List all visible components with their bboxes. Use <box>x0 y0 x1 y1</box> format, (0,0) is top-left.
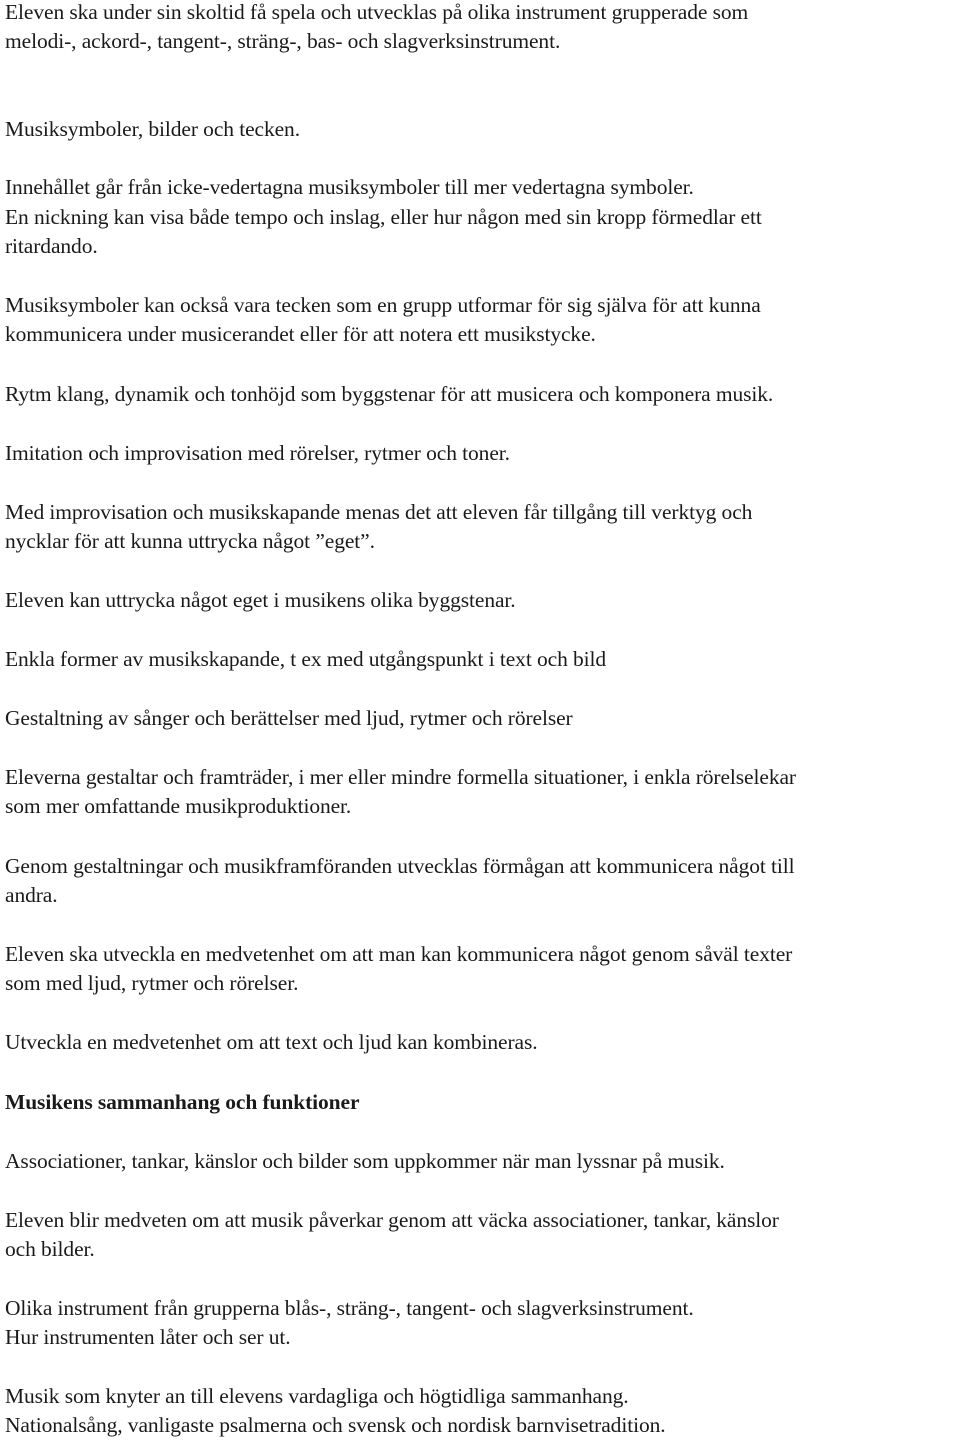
text-line: Enkla former av musikskapande, t ex med utgångspunkt i text och bild <box>5 647 607 671</box>
text-line: Associationer, tankar, känslor och bilder som uppkommer när man lyssnar på musik. <box>5 1149 725 1173</box>
text-line: kommunicera under musicerandet eller för att notera ett musikstycke. <box>5 322 596 346</box>
text-line: Innehållet går från icke-vedertagna musiksymboler till mer vedertagna symboler. <box>5 175 694 199</box>
text-line: melodi-, ackord-, tangent-, sträng-, bas- och slagverksinstrument. <box>5 29 561 53</box>
text-line: Rytm klang, dynamik och tonhöjd som byggstenar för att musicera och komponera musik. <box>5 382 774 406</box>
text-line: Eleven ska utveckla en medvetenhet om att man kan kommunicera något genom såväl texter <box>5 942 793 966</box>
text-line: som med ljud, rytmer och rörelser. <box>5 971 299 995</box>
section-heading: Musikens sammanhang och funktioner <box>5 1090 360 1114</box>
text-line: Musiksymboler, bilder och tecken. <box>5 117 300 141</box>
text-line: Eleven kan uttrycka något eget i musikens olika byggstenar. <box>5 588 516 612</box>
text-line: En nickning kan visa både tempo och inslag, eller hur någon med sin kropp förmedlar ett <box>5 205 762 229</box>
text-line: som mer omfattande musikproduktioner. <box>5 794 352 818</box>
text-line: Gestaltning av sånger och berättelser med ljud, rytmer och rörelser <box>5 706 573 730</box>
text-line: Musiksymboler kan också vara tecken som en grupp utformar för sig själva för att kunna <box>5 293 761 317</box>
text-line: Eleverna gestaltar och framträder, i mer eller mindre formella situationer, i enkla rörelselekar <box>5 765 796 789</box>
text-line: Eleven blir medveten om att musik påverkar genom att väcka associationer, tankar, känslor <box>5 1208 779 1232</box>
text-line: ritardando. <box>5 234 98 258</box>
text-line: Olika instrument från grupperna blås-, sträng-, tangent- och slagverksinstrument. <box>5 1296 694 1320</box>
text-line: Hur instrumenten låter och ser ut. <box>5 1325 291 1349</box>
text-line: Nationalsång, vanligaste psalmerna och svensk och nordisk barnvisetradition. <box>5 1413 666 1437</box>
text-line: Eleven ska under sin skoltid få spela och utvecklas på olika instrument grupperade som <box>5 0 749 24</box>
text-line: och bilder. <box>5 1237 95 1261</box>
text-line: Utveckla en medvetenhet om att text och ljud kan kombineras. <box>5 1030 538 1054</box>
text-line: Med improvisation och musikskapande menas det att eleven får tillgång till verktyg och <box>5 500 753 524</box>
text-line: nycklar för att kunna uttrycka något ”eget”. <box>5 529 375 553</box>
text-line: Musik som knyter an till elevens vardagliga och högtidliga sammanhang. <box>5 1384 629 1408</box>
text-line: Imitation och improvisation med rörelser, rytmer och toner. <box>5 441 510 465</box>
text-line: Genom gestaltningar och musikframföranden utvecklas förmågan att kommunicera något till <box>5 854 795 878</box>
text-line: andra. <box>5 883 58 907</box>
